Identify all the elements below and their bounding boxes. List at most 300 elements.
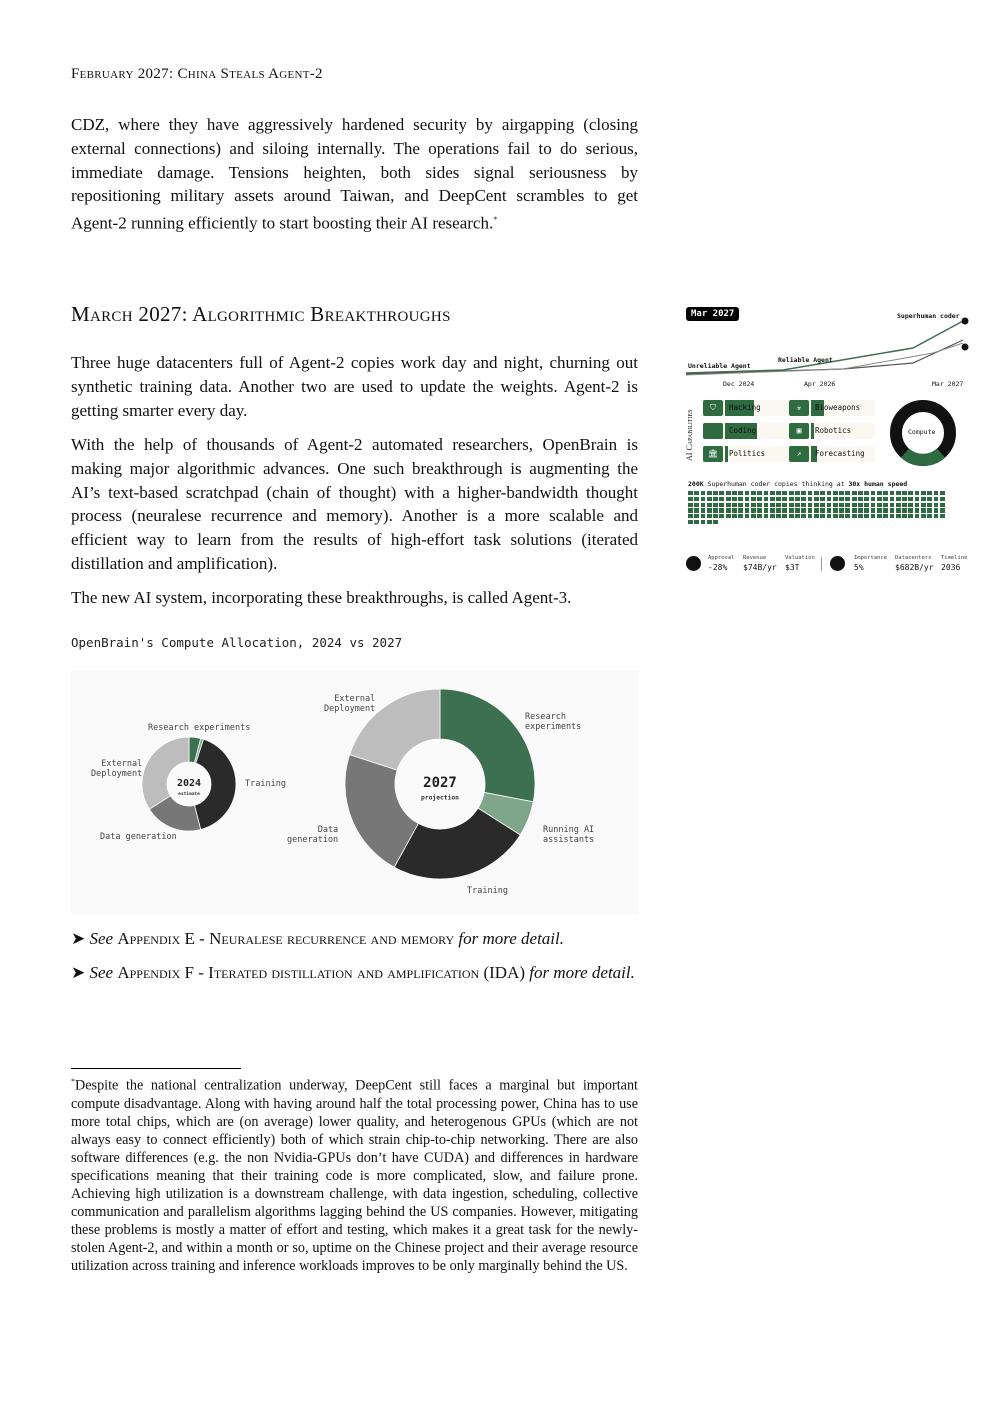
copy-square bbox=[707, 508, 712, 512]
copy-square bbox=[782, 514, 787, 518]
copy-square bbox=[940, 491, 945, 495]
copy-square bbox=[751, 503, 756, 507]
label-2027-research: Research experiments bbox=[525, 712, 582, 732]
copy-square bbox=[808, 514, 813, 518]
copies-grid bbox=[688, 491, 948, 524]
copy-square bbox=[732, 491, 737, 495]
copy-square bbox=[757, 491, 762, 495]
copy-square bbox=[921, 508, 926, 512]
label-2024-external: External Deployment bbox=[91, 759, 143, 779]
capability-level bbox=[725, 446, 728, 462]
copy-square bbox=[896, 491, 901, 495]
center-label-2027: 2027 bbox=[423, 774, 457, 791]
copy-square bbox=[688, 508, 693, 512]
stat-value: $682B/yr bbox=[895, 563, 934, 572]
appendix-f-link[interactable]: Appendix F - Iterated distillation and amplification (IDA) bbox=[117, 963, 526, 982]
stat-label: Datacenters bbox=[895, 555, 932, 561]
copy-square bbox=[789, 497, 794, 501]
copy-square bbox=[726, 514, 731, 518]
date-badge: Mar 2027 bbox=[686, 307, 739, 321]
center-sub-2027: projection bbox=[421, 794, 459, 802]
copy-square bbox=[852, 497, 857, 501]
copy-square bbox=[883, 497, 888, 501]
copy-square bbox=[701, 491, 706, 495]
copy-square bbox=[927, 497, 932, 501]
stat-value: 2036 bbox=[941, 563, 961, 572]
copy-square bbox=[719, 491, 724, 495]
copy-square bbox=[707, 520, 712, 524]
copy-square bbox=[732, 514, 737, 518]
copy-square bbox=[808, 508, 813, 512]
center-sub-2024: estimate bbox=[178, 792, 200, 797]
copy-square bbox=[852, 491, 857, 495]
stat-value: -28% bbox=[708, 563, 728, 572]
copy-square bbox=[776, 503, 781, 507]
copy-square bbox=[845, 491, 850, 495]
slice-2024-external-deployment bbox=[142, 737, 189, 809]
copy-square bbox=[795, 514, 800, 518]
copy-square bbox=[795, 497, 800, 501]
copy-square bbox=[908, 514, 913, 518]
copy-square bbox=[713, 491, 718, 495]
copy-square bbox=[707, 503, 712, 507]
copy-square bbox=[896, 508, 901, 512]
copy-square bbox=[719, 508, 724, 512]
stat-revenue bbox=[743, 555, 777, 572]
copy-square bbox=[795, 491, 800, 495]
intro-text: CDZ, where they have aggressively hardened security by airgapping (closing external connections) and siloing internally. The operations fail to do serious, immediate damage. Tensions heighten, both sides signal seriousness by repositioning military assets around Taiwan, and DeepCent scrambles to get Agent-2 running efficiently to start boosting their AI research. bbox=[71, 115, 638, 233]
copy-square bbox=[726, 497, 731, 501]
code-icon bbox=[703, 423, 723, 439]
copy-square bbox=[732, 508, 737, 512]
copy-square bbox=[852, 514, 857, 518]
copy-square bbox=[688, 520, 693, 524]
copy-square bbox=[757, 508, 762, 512]
copy-square bbox=[719, 514, 724, 518]
copy-square bbox=[820, 497, 825, 501]
capability-name: Robotics bbox=[815, 426, 852, 435]
copy-square bbox=[713, 503, 718, 507]
copy-square bbox=[921, 497, 926, 501]
timeline-end: Mar 2027 bbox=[932, 380, 964, 388]
capability-level bbox=[811, 423, 814, 439]
copy-square bbox=[845, 497, 850, 501]
copy-square bbox=[814, 503, 819, 507]
copy-square bbox=[827, 514, 832, 518]
footnote-text: Despite the national centralization underway, DeepCent still faces a marginal but important compute disadvantage. Along with having around half the total processing power, China has to use more total chips, which are (on average) lower quality, and heterogenous GPUs (which are not always easy to connect efficiently) both of which strain chip-to-chip networking. There are also software differences (e.g. the non Nvidia-GPUs don’t have CUDA) and differences in hardware specifications meaning that their training code is more complicated, slow, and failure prone. Achieving high utilization is a downstream challenge, with data ingestion, scheduling, collective communication and parallelism algorithms lagging behind the US companies. However, mitigating these problems is mostly a matter of effort and testing, which makes it a great task for the newly-stolen Agent-2, and within a month or so, uptime on the Chinese project and their average resource utilization across training and inference workloads improves to be only marginally behind the US. bbox=[71, 1077, 638, 1274]
copy-square bbox=[694, 503, 699, 507]
copy-square bbox=[745, 514, 750, 518]
copy-square bbox=[927, 508, 932, 512]
copy-square bbox=[915, 497, 920, 501]
copy-square bbox=[833, 497, 838, 501]
capabilities-label: AI Capabilities bbox=[685, 409, 694, 461]
copy-square bbox=[915, 503, 920, 507]
copy-square bbox=[688, 514, 693, 518]
copy-square bbox=[902, 491, 907, 495]
openbrain-logo-icon bbox=[686, 556, 701, 571]
copy-square bbox=[883, 503, 888, 507]
copy-square bbox=[782, 491, 787, 495]
copy-square bbox=[858, 497, 863, 501]
copy-square bbox=[738, 503, 743, 507]
see-text: See bbox=[89, 929, 114, 948]
capability-forecasting bbox=[789, 446, 875, 462]
copy-square bbox=[764, 491, 769, 495]
stat-label: Approval bbox=[708, 555, 735, 561]
capability-coding bbox=[703, 423, 789, 439]
stat-timeline bbox=[941, 555, 968, 572]
copy-square bbox=[701, 508, 706, 512]
see-text: See bbox=[89, 963, 114, 982]
copy-square bbox=[745, 503, 750, 507]
compute-label: Compute bbox=[908, 428, 936, 436]
copy-square bbox=[902, 514, 907, 518]
copy-square bbox=[890, 491, 895, 495]
copy-square bbox=[934, 503, 939, 507]
stat-label: Valuation bbox=[785, 555, 815, 561]
status-widget bbox=[683, 303, 973, 583]
copy-square bbox=[839, 497, 844, 501]
copy-square bbox=[694, 491, 699, 495]
copy-square bbox=[782, 503, 787, 507]
see-rest: for more detail. bbox=[458, 929, 565, 948]
appendix-e-link[interactable]: Appendix E - Neuralese recurrence and memory bbox=[117, 929, 455, 948]
copy-square bbox=[940, 508, 945, 512]
stat-value: 5% bbox=[854, 563, 864, 572]
copy-square bbox=[871, 514, 876, 518]
copy-square bbox=[908, 497, 913, 501]
copy-square bbox=[757, 514, 762, 518]
capability-name: Coding bbox=[729, 426, 757, 435]
copy-square bbox=[890, 497, 895, 501]
copy-square bbox=[940, 497, 945, 501]
copy-square bbox=[827, 497, 832, 501]
copy-square bbox=[858, 503, 863, 507]
stat-importance bbox=[854, 555, 887, 572]
capability-name: Politics bbox=[729, 449, 766, 458]
copy-square bbox=[764, 497, 769, 501]
copy-square bbox=[877, 508, 882, 512]
see-rest: for more detail. bbox=[529, 963, 635, 982]
trend-icon: ↗ bbox=[789, 446, 809, 462]
copy-square bbox=[719, 497, 724, 501]
copy-square bbox=[795, 503, 800, 507]
copy-square bbox=[789, 491, 794, 495]
copy-square bbox=[726, 503, 731, 507]
stat-datacenters bbox=[895, 555, 934, 572]
copy-square bbox=[934, 508, 939, 512]
stats-divider bbox=[821, 557, 822, 571]
copy-square bbox=[934, 491, 939, 495]
copy-square bbox=[890, 514, 895, 518]
copy-square bbox=[864, 491, 869, 495]
label-2027-training: Training bbox=[467, 886, 508, 896]
copy-square bbox=[726, 491, 731, 495]
copy-square bbox=[745, 508, 750, 512]
copy-square bbox=[845, 508, 850, 512]
copy-square bbox=[833, 491, 838, 495]
stat-label: Importance bbox=[854, 555, 888, 561]
label-2027-external: External Deployment bbox=[324, 694, 376, 714]
copy-square bbox=[801, 497, 806, 501]
copy-square bbox=[757, 497, 762, 501]
copy-square bbox=[852, 503, 857, 507]
copy-square bbox=[738, 491, 743, 495]
copy-square bbox=[927, 503, 932, 507]
copy-square bbox=[757, 503, 762, 507]
copy-square bbox=[713, 520, 718, 524]
copy-square bbox=[858, 514, 863, 518]
copy-square bbox=[839, 514, 844, 518]
copy-square bbox=[738, 508, 743, 512]
copy-square bbox=[845, 514, 850, 518]
copy-square bbox=[701, 520, 706, 524]
copy-square bbox=[764, 514, 769, 518]
copy-square bbox=[701, 497, 706, 501]
label-2024-data: Data generation bbox=[100, 832, 177, 842]
milestone-unreliable: Unreliable Agent bbox=[688, 362, 751, 370]
capability-name: Bioweapons bbox=[815, 403, 861, 412]
copy-square bbox=[820, 491, 825, 495]
copy-square bbox=[814, 514, 819, 518]
copy-square bbox=[934, 497, 939, 501]
copy-square bbox=[883, 491, 888, 495]
copy-square bbox=[801, 503, 806, 507]
copy-square bbox=[745, 491, 750, 495]
stat-valuation bbox=[785, 555, 815, 572]
copy-square bbox=[864, 497, 869, 501]
copy-square bbox=[707, 497, 712, 501]
copy-square bbox=[915, 508, 920, 512]
copy-square bbox=[770, 514, 775, 518]
label-2027-running: Running AI assistants bbox=[543, 825, 595, 845]
capability-bioweapons bbox=[789, 400, 875, 416]
copy-square bbox=[839, 508, 844, 512]
copy-square bbox=[726, 508, 731, 512]
copy-square bbox=[776, 491, 781, 495]
copy-square bbox=[808, 503, 813, 507]
copy-square bbox=[927, 491, 932, 495]
capability-robotics bbox=[789, 423, 875, 439]
copy-square bbox=[801, 491, 806, 495]
copy-square bbox=[764, 508, 769, 512]
copy-square bbox=[789, 503, 794, 507]
stat-label: Revenue bbox=[743, 555, 767, 561]
copy-square bbox=[770, 503, 775, 507]
copy-square bbox=[820, 514, 825, 518]
copy-square bbox=[732, 503, 737, 507]
capability-hacking bbox=[703, 400, 789, 416]
copy-square bbox=[864, 508, 869, 512]
timeline-mid: Apr 2026 bbox=[804, 380, 836, 388]
chart-title: OpenBrain's Compute Allocation, 2024 vs 2027 bbox=[71, 635, 403, 650]
speed: 30x human speed bbox=[848, 480, 908, 488]
bank-icon: 🏛 bbox=[703, 446, 723, 462]
copy-square bbox=[839, 503, 844, 507]
copy-square bbox=[688, 491, 693, 495]
copy-square bbox=[864, 503, 869, 507]
paragraph-3: The new AI system, incorporating these breakthroughs, is called Agent-3. bbox=[71, 588, 572, 607]
copy-square bbox=[701, 503, 706, 507]
copy-square bbox=[688, 497, 693, 501]
copy-square bbox=[801, 508, 806, 512]
copy-square bbox=[902, 508, 907, 512]
copy-square bbox=[814, 497, 819, 501]
copy-square bbox=[707, 491, 712, 495]
label-2024-research: Research experiments bbox=[148, 723, 251, 733]
copy-square bbox=[751, 514, 756, 518]
copy-square bbox=[902, 497, 907, 501]
running-head: February 2027: China Steals Agent-2 bbox=[71, 66, 323, 82]
copy-square bbox=[915, 491, 920, 495]
copy-square bbox=[745, 497, 750, 501]
copy-square bbox=[795, 508, 800, 512]
section-title: March 2027: Algorithmic Breakthroughs bbox=[71, 302, 451, 326]
copies-line bbox=[688, 480, 907, 488]
copy-square bbox=[827, 491, 832, 495]
copy-square bbox=[864, 514, 869, 518]
timeline-start: Dec 2024 bbox=[723, 380, 755, 388]
milestone-superhuman: Superhuman coder bbox=[897, 312, 960, 320]
copy-square bbox=[845, 503, 850, 507]
copy-square bbox=[877, 497, 882, 501]
center-label-2024: 2024 bbox=[176, 778, 202, 789]
copy-square bbox=[940, 514, 945, 518]
copy-square bbox=[852, 508, 857, 512]
copy-square bbox=[921, 514, 926, 518]
copy-square bbox=[839, 491, 844, 495]
copy-square bbox=[776, 514, 781, 518]
copy-square bbox=[883, 514, 888, 518]
milestone-reliable: Reliable Agent bbox=[778, 356, 833, 364]
copy-square bbox=[713, 514, 718, 518]
appendix-f-link-line: ➤ See Appendix F - Iterated distillation and amplification (IDA) for more detail. bbox=[71, 963, 635, 982]
copy-square bbox=[732, 497, 737, 501]
shield-icon: ⛉ bbox=[703, 400, 723, 416]
copy-square bbox=[871, 491, 876, 495]
copy-square bbox=[751, 491, 756, 495]
copy-square bbox=[921, 503, 926, 507]
copy-square bbox=[694, 520, 699, 524]
footnote bbox=[71, 1073, 638, 1275]
copy-square bbox=[877, 503, 882, 507]
footnote-marker: * bbox=[71, 1077, 75, 1086]
capability-name: Forecasting bbox=[815, 449, 865, 458]
stat-value: $74B/yr bbox=[743, 563, 777, 572]
copy-square bbox=[776, 497, 781, 501]
copy-square bbox=[694, 514, 699, 518]
copy-square bbox=[858, 491, 863, 495]
openbrain-icon bbox=[962, 318, 969, 325]
copy-square bbox=[782, 508, 787, 512]
copy-square bbox=[890, 508, 895, 512]
copy-square bbox=[940, 503, 945, 507]
copy-square bbox=[890, 503, 895, 507]
copy-square bbox=[694, 508, 699, 512]
copy-square bbox=[814, 491, 819, 495]
copy-square bbox=[719, 503, 724, 507]
copy-square bbox=[827, 503, 832, 507]
copies-text: Superhuman coder copies thinking at bbox=[707, 480, 845, 488]
copy-square bbox=[776, 508, 781, 512]
footnote-marker[interactable]: * bbox=[493, 215, 498, 225]
label-2024-training: Training bbox=[245, 779, 286, 789]
copy-square bbox=[688, 503, 693, 507]
copy-square bbox=[833, 503, 838, 507]
appendix-e-link-line: ➤ See Appendix E - Neuralese recurrence and memory for more detail. bbox=[71, 929, 565, 948]
copy-square bbox=[751, 508, 756, 512]
copy-square bbox=[707, 514, 712, 518]
compute-allocation-chart bbox=[71, 670, 639, 915]
paragraph-2: With the help of thousands of Agent-2 automated researchers, OpenBrain is making major algorithmic advances. One such breakthrough is augmenting the AI’s text-based scratchpad (chain of thought) with a higher-bandwidth thought process (neuralese recurrence and memory). Another is a more scalable and efficient way to learn from the results of high-effort task solutions (iterated distillation and amplification). bbox=[71, 435, 638, 573]
copy-square bbox=[770, 497, 775, 501]
copy-square bbox=[827, 508, 832, 512]
copy-square bbox=[877, 514, 882, 518]
copy-square bbox=[908, 491, 913, 495]
copy-square bbox=[820, 508, 825, 512]
copy-square bbox=[833, 514, 838, 518]
copy-square bbox=[934, 514, 939, 518]
copy-square bbox=[808, 491, 813, 495]
label-2027-data: Data generation bbox=[287, 825, 339, 845]
stat-label: Timeline bbox=[941, 555, 968, 561]
globe-icon bbox=[962, 344, 969, 351]
copy-square bbox=[738, 514, 743, 518]
copy-square bbox=[921, 491, 926, 495]
copy-square bbox=[814, 508, 819, 512]
copy-square bbox=[713, 497, 718, 501]
copy-square bbox=[927, 514, 932, 518]
copy-square bbox=[789, 508, 794, 512]
paragraph-1: Three huge datacenters full of Agent-2 copies work day and night, churning out synthetic training data. Another two are used to update the weights. Agent-2 is getting smarter every day. bbox=[71, 353, 638, 420]
copy-square bbox=[896, 503, 901, 507]
copy-square bbox=[915, 514, 920, 518]
copy-square bbox=[871, 503, 876, 507]
copy-square bbox=[701, 514, 706, 518]
copy-square bbox=[789, 514, 794, 518]
copies-count: 200K bbox=[688, 480, 704, 488]
copy-square bbox=[896, 497, 901, 501]
stat-value: $3T bbox=[785, 563, 800, 572]
copy-square bbox=[738, 497, 743, 501]
copy-square bbox=[883, 508, 888, 512]
capability-name: Hacking bbox=[729, 403, 761, 412]
copy-square bbox=[902, 503, 907, 507]
copy-square bbox=[820, 503, 825, 507]
copy-square bbox=[751, 497, 756, 501]
copy-square bbox=[877, 491, 882, 495]
stat-approval bbox=[708, 555, 735, 572]
copy-square bbox=[871, 508, 876, 512]
copy-square bbox=[770, 491, 775, 495]
globe-icon bbox=[830, 556, 845, 571]
footnote-divider bbox=[71, 1068, 241, 1069]
robot-icon: ▣ bbox=[789, 423, 809, 439]
biohazard-icon: ☣ bbox=[789, 400, 809, 416]
copy-square bbox=[871, 497, 876, 501]
copy-square bbox=[858, 508, 863, 512]
copy-square bbox=[908, 508, 913, 512]
copy-square bbox=[764, 503, 769, 507]
copy-square bbox=[896, 514, 901, 518]
copy-square bbox=[808, 497, 813, 501]
copy-square bbox=[782, 497, 787, 501]
intro-paragraph bbox=[71, 113, 638, 236]
copy-square bbox=[801, 514, 806, 518]
capability-politics bbox=[703, 446, 789, 462]
copy-square bbox=[908, 503, 913, 507]
